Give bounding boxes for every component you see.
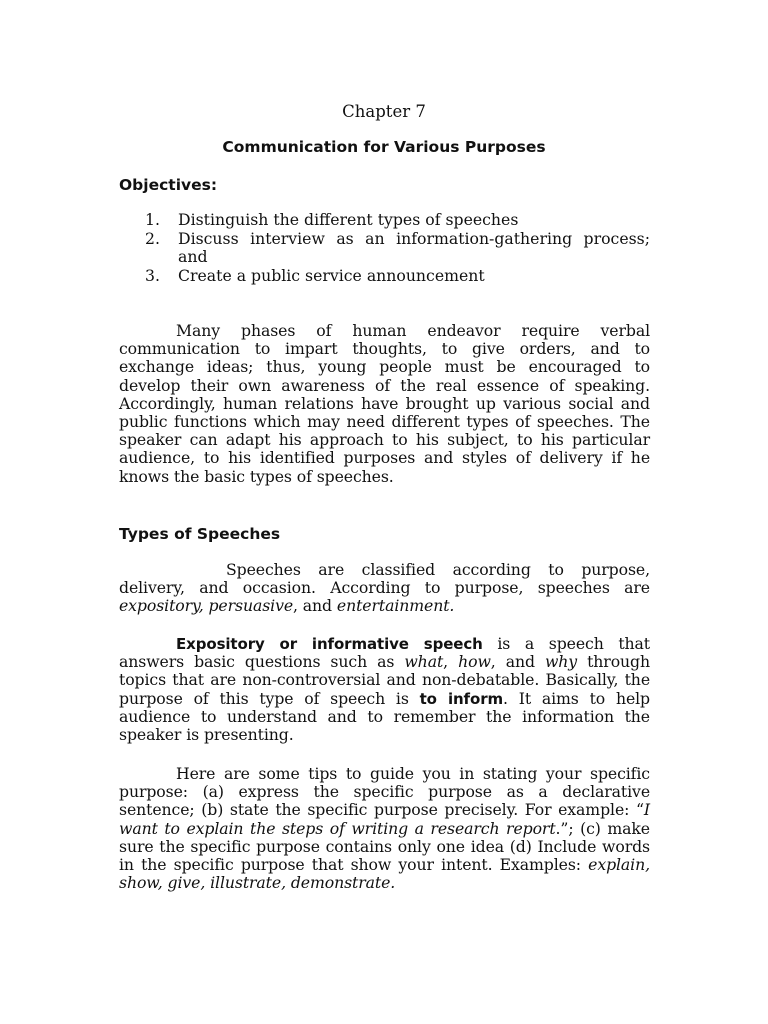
objectives-heading: Objectives: <box>119 176 218 194</box>
paragraph-text: . It aims to help audience to understand and to remember the information the speaker is presenting. <box>119 688 650 745</box>
italic-text: explain, show, give, illustrate, demonstrate. <box>119 855 650 893</box>
italic-text: why <box>544 652 578 672</box>
chapter-title: Communication for Various Purposes <box>222 138 546 156</box>
list-item-text: Create a public service announcement <box>178 265 485 285</box>
bold-term: Expository or informative speech <box>176 635 483 653</box>
italic-text: entertainment. <box>336 596 455 616</box>
chapter-number: Chapter 7 <box>342 102 426 121</box>
list-item-text: Distinguish the different types of speeches <box>178 210 519 229</box>
types-of-speeches-heading: Types of Speeches <box>119 525 281 543</box>
list-item-number: 3. <box>145 265 160 285</box>
list-item-number: 2. <box>145 228 160 248</box>
list-item <box>145 267 650 286</box>
italic-text: I want to explain the steps of writing a research report <box>119 800 650 838</box>
list-item-text: Discuss interview as an information-gathering process; and <box>178 228 650 266</box>
intro-paragraph: Many phases of human endeavor require verbal communication to impart thoughts, to give orders, and to exchange ideas; thus, young people must be encouraged to develop their own awareness of the real essence of speaking. Accordingly, human relations have brought up various social and public functions which may need different types of speeches. The speaker can adapt his approach to his subject, to his particular audience, to his identified purposes and styles of delivery if he knows the basic types of speeches. <box>119 321 650 486</box>
paragraph-text: , and <box>490 652 545 672</box>
tips-paragraph <box>119 765 650 892</box>
paragraph-text: Speeches are classified according to purpose, delivery, and occasion. According to purpose, speeches are <box>119 560 650 598</box>
italic-text: expository, persuasive <box>119 596 294 616</box>
paragraph-text: , and <box>293 596 337 616</box>
types-paragraph <box>119 561 650 616</box>
objectives-list <box>145 211 650 285</box>
paragraph-text: Here are some tips to guide you in stating your specific purpose: (a) express the specific purpose as a declarative sentence; (b) state the specific purpose precisely. For example: “ <box>119 764 650 820</box>
list-item <box>145 211 650 230</box>
list-item-number: 1. <box>145 210 160 229</box>
paragraph-text: is a speech that answers basic questions such as <box>119 634 650 672</box>
paragraph-text: , <box>443 652 459 672</box>
expository-paragraph <box>119 635 650 744</box>
bold-term: to inform <box>419 689 504 708</box>
italic-text: what <box>404 652 444 672</box>
italic-text: how <box>458 652 491 672</box>
paragraph-text: through topics that are non-controversial and non-debatable. Basically, the purpose of this type of speech is <box>119 652 651 708</box>
paragraph-text: .”; (c) make sure the specific purpose contains only one idea (d) Include words in the specific purpose that show your intent. Examples: <box>119 818 650 875</box>
list-item <box>145 230 650 267</box>
